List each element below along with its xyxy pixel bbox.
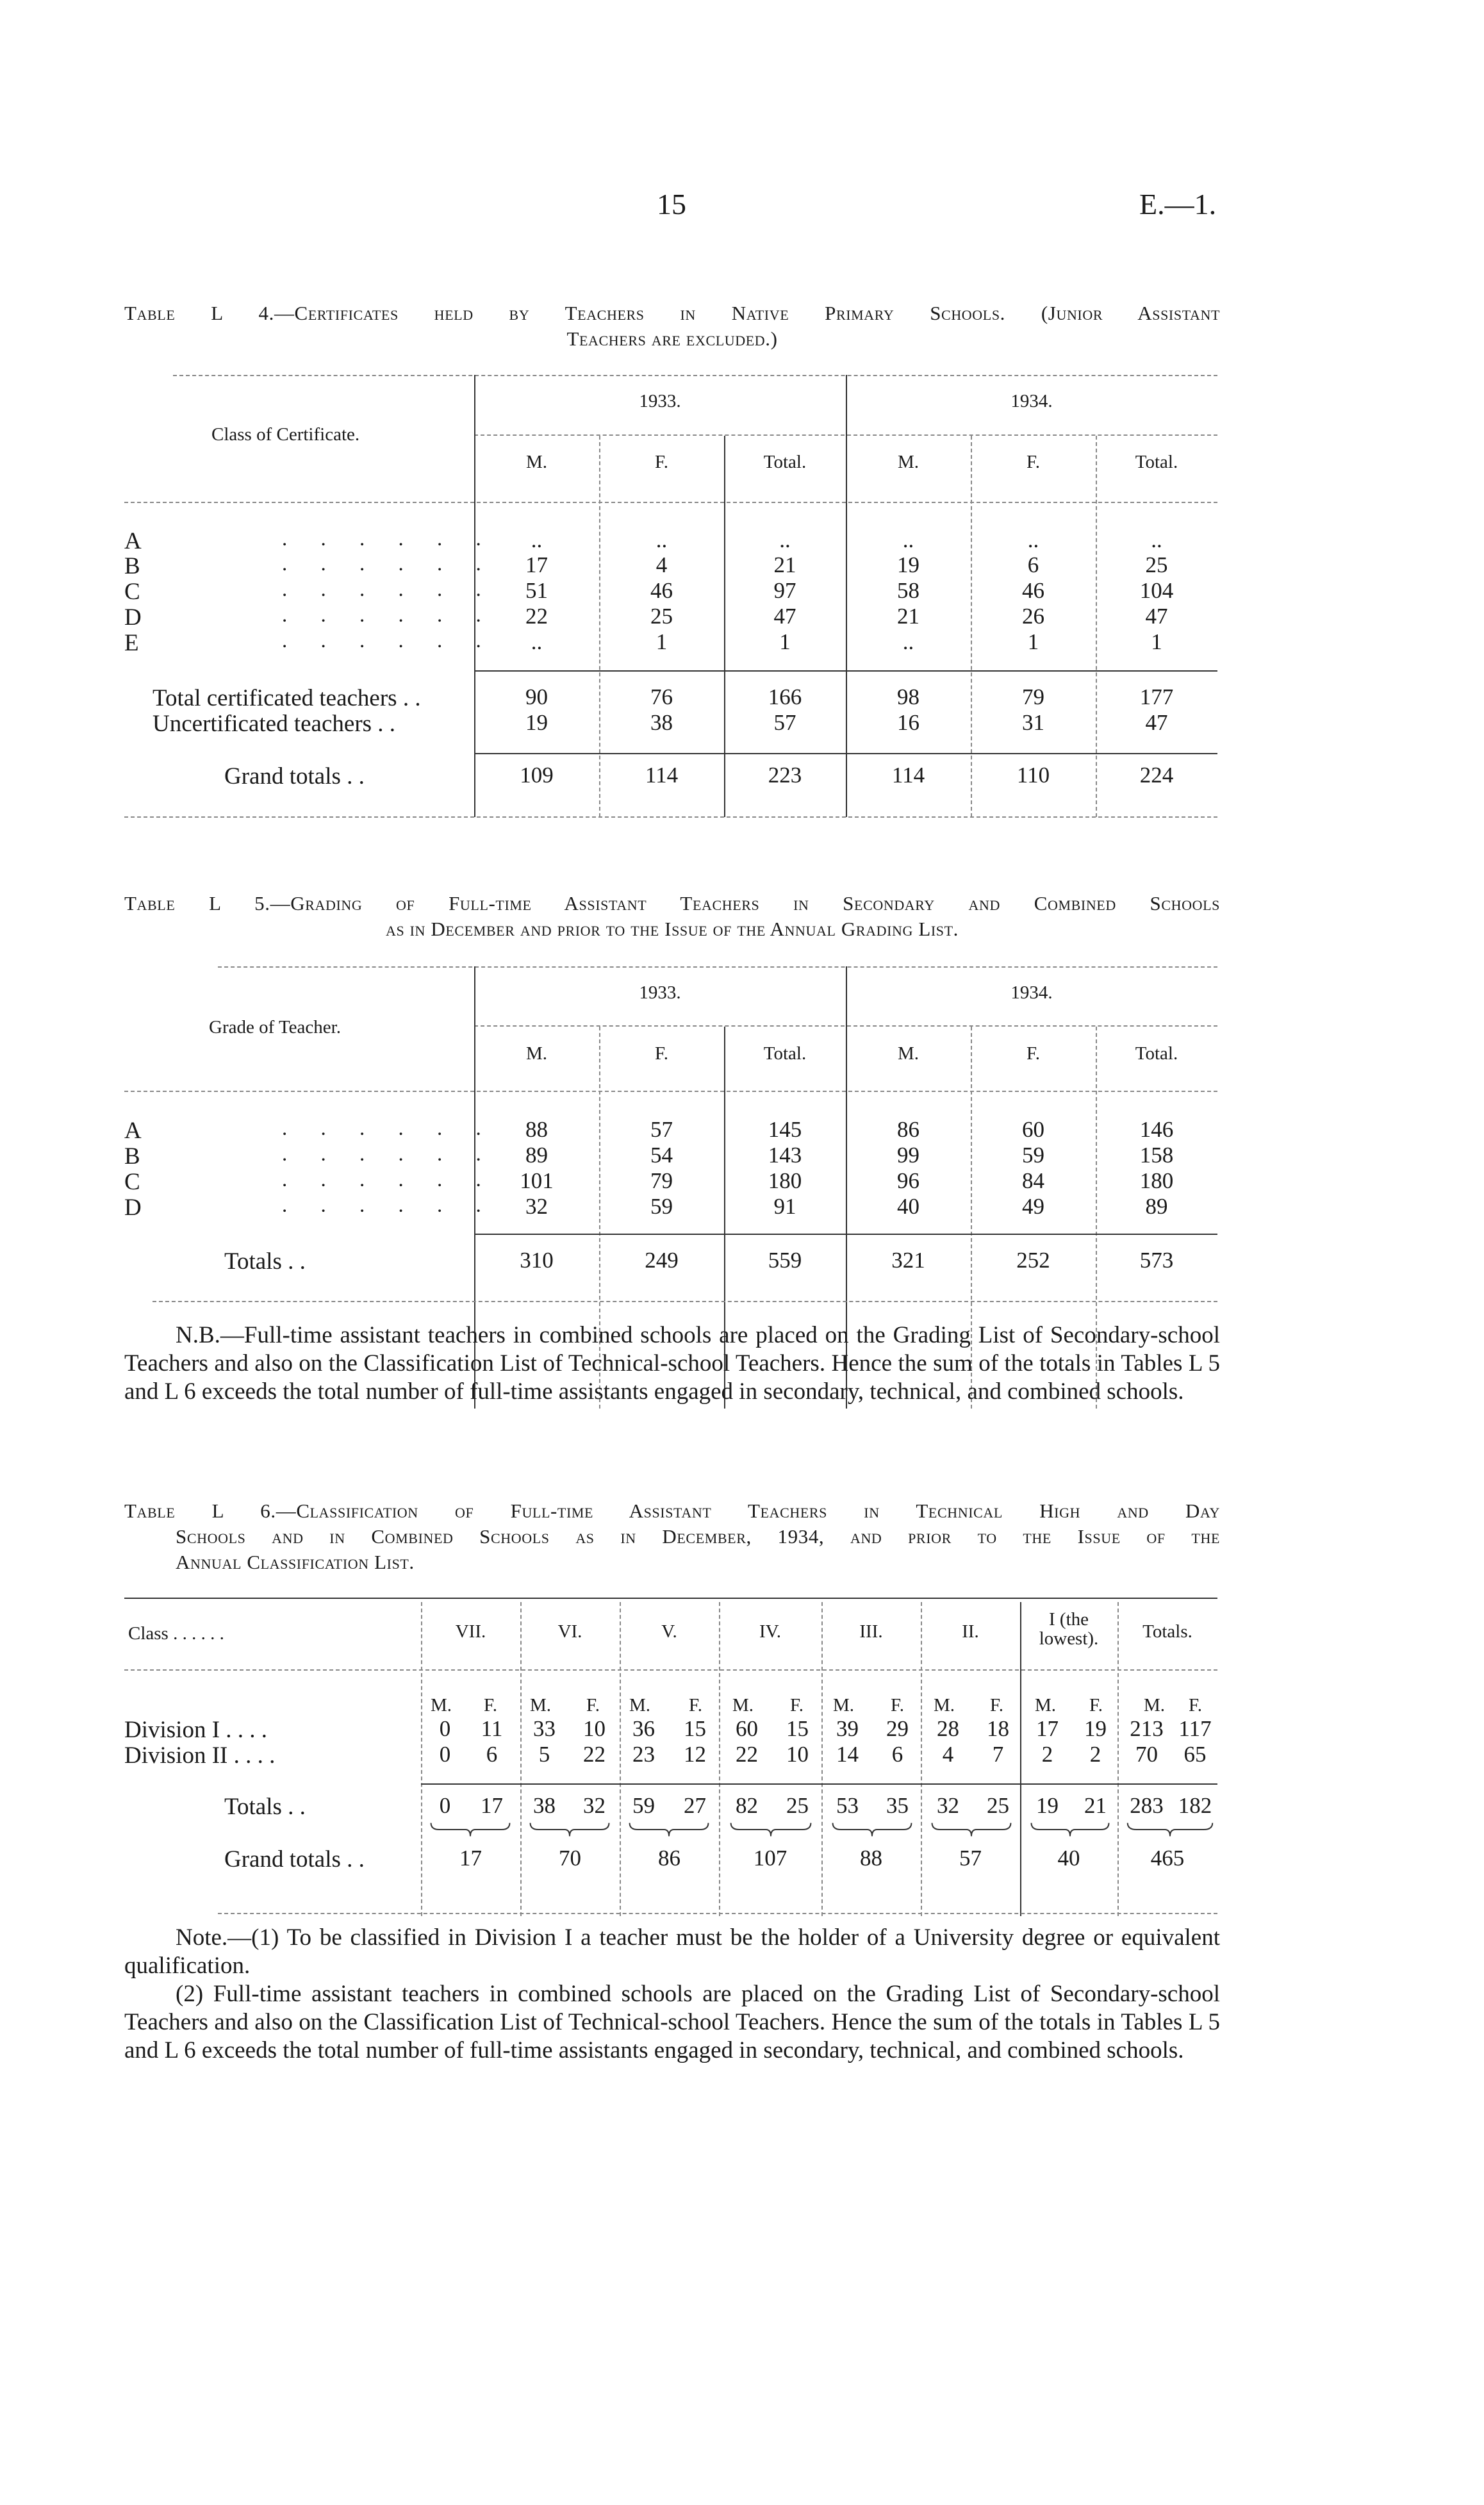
cell: 17 — [481, 1793, 503, 1818]
cell: 19 — [1036, 1793, 1059, 1818]
col-m: M. — [732, 1695, 754, 1715]
cell: 46 — [1022, 578, 1044, 603]
cell: 6 — [891, 1742, 903, 1767]
cell: 19 — [1084, 1716, 1107, 1741]
cell: 6 — [1027, 552, 1039, 577]
table-l6-class-vii: VII. — [455, 1621, 486, 1642]
brace-icon — [930, 1821, 1012, 1838]
cell: 224 — [1139, 763, 1174, 788]
row-label: C — [124, 1169, 140, 1195]
cell: 2 — [1089, 1742, 1101, 1767]
cell: 99 — [897, 1143, 919, 1168]
table-l5-col-f-1934: F. — [1026, 1043, 1041, 1064]
table-l6-class-totals: Totals. — [1142, 1621, 1192, 1642]
table-l6-class-vi: VI. — [557, 1621, 582, 1642]
row-label: A — [124, 528, 142, 554]
table-l5-title-line2: as in December and prior to the Issue of the Annual Grading List. — [385, 918, 959, 940]
cell: 12 — [684, 1742, 706, 1767]
cell: 5 — [538, 1742, 550, 1767]
cell: 559 — [768, 1248, 802, 1273]
row-label: Division II . . . . — [124, 1742, 276, 1769]
cell: 40 — [897, 1194, 919, 1219]
cell: 57 — [650, 1117, 673, 1142]
brace-icon — [628, 1821, 710, 1838]
cell: 146 — [1139, 1117, 1174, 1142]
cell: 14 — [836, 1742, 859, 1767]
table-l6-note-1: Note.—(1) To be classified in Division I a teacher must be the holder of a University degree or equivalent qualification. — [124, 1924, 1220, 1979]
cell: 17 — [1036, 1716, 1059, 1741]
cell: 29 — [886, 1716, 909, 1741]
cell: 0 — [439, 1742, 451, 1767]
cell: 89 — [525, 1143, 548, 1168]
brace-icon — [831, 1821, 913, 1838]
cell: 23 — [632, 1742, 655, 1767]
table-l4-col-m-1933: M. — [525, 452, 548, 472]
cell: 310 — [520, 1248, 554, 1273]
cell: 114 — [891, 763, 925, 788]
cell: 86 — [897, 1117, 919, 1142]
cell: 252 — [1016, 1248, 1050, 1273]
cell: 57 — [773, 710, 796, 735]
row-label: Totals . . — [224, 1794, 306, 1820]
table-l5-header-rule — [124, 1091, 1217, 1092]
table-l4-title-line2: Teachers are excluded.) — [566, 327, 778, 350]
cell: 1 — [779, 629, 791, 654]
cell: 4 — [942, 1742, 954, 1767]
leader-dots: . . . . . . — [282, 1143, 495, 1166]
row-label: B — [124, 553, 140, 579]
cell: 47 — [773, 604, 796, 629]
table-l5-col-m-1933: M. — [525, 1043, 548, 1064]
cell: 88 — [525, 1117, 548, 1142]
cell: 59 — [632, 1793, 655, 1818]
cell: .. — [902, 527, 914, 552]
table-l5-col-f-1933: F. — [654, 1043, 669, 1064]
cell: 76 — [650, 684, 673, 709]
cell: 11 — [481, 1716, 503, 1741]
row-label: Total certificated teachers . . — [153, 685, 421, 711]
cell: 59 — [1022, 1143, 1044, 1168]
leader-dots: . . . . . . — [282, 552, 495, 575]
table-l6-total-rule — [421, 1783, 1217, 1785]
table-l4-header-rule — [124, 502, 1217, 503]
cell: 180 — [768, 1168, 802, 1193]
cell: 58 — [897, 578, 919, 603]
col-f: F. — [891, 1695, 905, 1715]
cell: .. — [1027, 527, 1039, 552]
table-l6-title-line2: Schools and in Combined Schools as in December, 1934, and prior to the Issue of the — [176, 1525, 1220, 1548]
row-label: Division I . . . . — [124, 1717, 268, 1743]
cell: 6 — [486, 1742, 498, 1767]
document-code: E.—1. — [1139, 188, 1217, 220]
table-l5-year-1934: 1934. — [1010, 982, 1053, 1003]
table-l6-top-rule — [124, 1598, 1217, 1599]
table-l4-col-f-1934: F. — [1026, 452, 1041, 472]
row-label: D — [124, 1195, 142, 1221]
cell: 46 — [650, 578, 673, 603]
table-l4-title-line1: Table L 4.—Certificates held by Teachers in Native Primary Schools. (Junior Assistant — [124, 302, 1220, 324]
cell: 1 — [1151, 629, 1162, 654]
cell: 79 — [1022, 684, 1044, 709]
cell: 283 — [1130, 1793, 1164, 1818]
cell: 35 — [886, 1793, 909, 1818]
cell: .. — [1151, 527, 1162, 552]
cell: 17 — [525, 552, 548, 577]
col-m: M. — [1035, 1695, 1057, 1715]
row-label: A — [124, 1118, 142, 1144]
cell: 22 — [525, 604, 548, 629]
cell: 32 — [937, 1793, 959, 1818]
cell: 107 — [753, 1846, 787, 1871]
col-m: M. — [629, 1695, 651, 1715]
cell: 91 — [773, 1194, 796, 1219]
cell: 28 — [937, 1716, 959, 1741]
cell: 21 — [773, 552, 796, 577]
cell: 84 — [1022, 1168, 1044, 1193]
cell: .. — [531, 527, 543, 552]
col-m: M. — [934, 1695, 955, 1715]
row-label: B — [124, 1143, 140, 1170]
leader-dots: . . . . . . — [282, 578, 495, 601]
cell: 321 — [891, 1248, 925, 1273]
col-f: F. — [1189, 1695, 1203, 1715]
cell: 15 — [684, 1716, 706, 1741]
table-l6-title — [124, 1498, 1220, 1575]
cell: 223 — [768, 763, 802, 788]
row-label: Uncertificated teachers . . — [153, 711, 396, 737]
brace-icon — [1126, 1821, 1214, 1838]
cell: 18 — [987, 1716, 1009, 1741]
leader-dots: . . . . . . — [282, 527, 495, 550]
col-f: F. — [689, 1695, 703, 1715]
cell: 10 — [583, 1716, 606, 1741]
leader-dots: . . . . . . — [282, 604, 495, 627]
cell: 47 — [1145, 710, 1168, 735]
table-l5-year-1933: 1933. — [639, 982, 681, 1003]
row-label: Totals . . — [224, 1248, 306, 1275]
table-l6-class-iv: IV. — [759, 1621, 782, 1642]
cell: .. — [902, 629, 914, 654]
cell: 21 — [897, 604, 919, 629]
col-f: F. — [586, 1695, 600, 1715]
cell: 86 — [658, 1846, 680, 1871]
cell: .. — [655, 527, 668, 552]
cell: 96 — [897, 1168, 919, 1193]
table-l5-title-line1: Table L 5.—Grading of Full-time Assistant Teachers in Secondary and Combined Schools — [124, 892, 1220, 914]
cell: 180 — [1139, 1168, 1174, 1193]
cell: 90 — [525, 684, 548, 709]
cell: 79 — [650, 1168, 673, 1193]
cell: 177 — [1139, 684, 1174, 709]
row-label: Grand totals . . — [224, 763, 365, 790]
row-label: Grand totals . . — [224, 1846, 365, 1873]
table-l5-col-total-1933: Total. — [763, 1043, 807, 1064]
cell: 39 — [836, 1716, 859, 1741]
cell: 465 — [1150, 1846, 1185, 1871]
page-number: 15 — [657, 188, 686, 220]
cell: 249 — [645, 1248, 679, 1273]
cell: .. — [779, 527, 791, 552]
cell: 110 — [1016, 763, 1050, 788]
cell: 4 — [655, 552, 668, 577]
table-l6-class-ii: II. — [962, 1621, 979, 1642]
cell: 53 — [836, 1793, 859, 1818]
cell: 0 — [439, 1793, 451, 1818]
cell: 213 — [1130, 1716, 1164, 1741]
col-m: M. — [1144, 1695, 1166, 1715]
cell: 117 — [1178, 1716, 1212, 1741]
cell: 59 — [650, 1194, 673, 1219]
leader-dots: . . . . . . — [282, 1117, 495, 1140]
cell: 25 — [650, 604, 673, 629]
table-l4-year-1934: 1934. — [1010, 391, 1053, 411]
cell: 101 — [520, 1168, 554, 1193]
table-l6-title-line3: Annual Classification List. — [176, 1551, 415, 1573]
cell: 1 — [655, 629, 668, 654]
cell: 19 — [525, 710, 548, 735]
leader-dots: . . . . . . — [282, 1168, 495, 1191]
table-l6-class-i: I (the lowest). — [1039, 1609, 1099, 1649]
cell: 0 — [439, 1716, 451, 1741]
cell: 1 — [1027, 629, 1039, 654]
table-l5-col-m-1934: M. — [897, 1043, 919, 1064]
cell: 70 — [559, 1846, 581, 1871]
cell: 33 — [533, 1716, 556, 1741]
cell: 51 — [525, 578, 548, 603]
cell: 158 — [1139, 1143, 1174, 1168]
col-m: M. — [833, 1695, 855, 1715]
col-f: F. — [790, 1695, 804, 1715]
leader-dots: . . . . . . — [282, 1194, 495, 1217]
col-m: M. — [530, 1695, 552, 1715]
cell: 47 — [1145, 604, 1168, 629]
table-l5-title — [124, 891, 1220, 942]
cell: 60 — [736, 1716, 758, 1741]
table-l5-stub-header: Grade of Teacher. — [209, 1017, 341, 1038]
cell: 143 — [768, 1143, 802, 1168]
cell: 573 — [1139, 1248, 1174, 1273]
cell: 82 — [736, 1793, 758, 1818]
row-label: C — [124, 579, 140, 605]
table-l6-class-iii: III. — [859, 1621, 883, 1642]
cell: 32 — [525, 1194, 548, 1219]
cell: 27 — [684, 1793, 706, 1818]
cell: 166 — [768, 684, 802, 709]
table-l4-col-m-1934: M. — [897, 452, 919, 472]
cell: 25 — [1145, 552, 1168, 577]
table-l6-stub-header: Class . . . . . . — [128, 1623, 224, 1644]
cell: 70 — [1135, 1742, 1158, 1767]
cell: 104 — [1139, 578, 1174, 603]
table-l6-header-rule — [124, 1669, 1217, 1671]
table-l4-col-total-1934: Total. — [1135, 452, 1178, 472]
brace-icon — [429, 1821, 511, 1838]
cell: 145 — [768, 1117, 802, 1142]
cell: 38 — [533, 1793, 556, 1818]
col-m: M. — [431, 1695, 452, 1715]
table-l4-bottom-rule — [124, 816, 1217, 818]
table-l5-bottom-rule — [153, 1301, 1217, 1302]
cell: 22 — [583, 1742, 606, 1767]
cell: 15 — [786, 1716, 809, 1741]
table-l6-bottom-rule — [218, 1913, 1217, 1914]
cell: 49 — [1022, 1194, 1044, 1219]
cell: 32 — [583, 1793, 606, 1818]
cell: 22 — [736, 1742, 758, 1767]
cell: 16 — [897, 710, 919, 735]
cell: 19 — [897, 552, 919, 577]
cell: 38 — [650, 710, 673, 735]
table-l5-col-total-1934: Total. — [1135, 1043, 1178, 1064]
table-l4-stub-header: Class of Certificate. — [211, 424, 360, 445]
cell: 25 — [987, 1793, 1009, 1818]
col-f: F. — [990, 1695, 1004, 1715]
cell: 10 — [786, 1742, 809, 1767]
cell: 109 — [520, 763, 554, 788]
cell: 57 — [959, 1846, 982, 1871]
table-l6-title-line1: Table L 6.—Classification of Full-time Assistant Teachers in Technical High and Day — [124, 1500, 1220, 1522]
table-l4-title — [124, 301, 1220, 352]
cell: 60 — [1022, 1117, 1044, 1142]
row-label: D — [124, 604, 142, 631]
table-l6-note-2: (2) Full-time assistant teachers in combined schools are placed on the Grading List of Secondary-school Teachers and also on the Classification List of Technical-school Teachers. Hence the sum of the totals in Tables L 5 and L 6 exceeds the total number of full-time assistants engaged in secondary, technical, and combined schools. — [124, 1981, 1220, 2063]
cell: 182 — [1178, 1793, 1212, 1818]
cell: 7 — [992, 1742, 1004, 1767]
table-l5-top-rule — [218, 966, 1217, 968]
cell: 98 — [897, 684, 919, 709]
brace-icon — [729, 1821, 812, 1838]
cell: 26 — [1022, 604, 1044, 629]
table-l6-class-v: V. — [661, 1621, 677, 1642]
cell: 114 — [645, 763, 679, 788]
cell: 40 — [1057, 1846, 1080, 1871]
cell: 54 — [650, 1143, 673, 1168]
col-f: F. — [484, 1695, 498, 1715]
cell: 31 — [1022, 710, 1044, 735]
cell: 97 — [773, 578, 796, 603]
table-l4-subtotal-rule — [474, 670, 1217, 672]
table-l4-col-total-1933: Total. — [763, 452, 807, 472]
leader-dots: . . . . . . — [282, 629, 495, 652]
table-l4-col-f-1933: F. — [654, 452, 669, 472]
brace-icon — [529, 1821, 611, 1838]
cell: 65 — [1183, 1742, 1207, 1767]
brace-icon — [1030, 1821, 1110, 1838]
table-l5-note: N.B.—Full-time assistant teachers in combined schools are placed on the Grading List of Secondary-school Teachers and also on the Classification List of Technical-school Teachers. Hence the sum of the totals in Tables L 5 and L 6 exceeds the total number of full-time assistants engaged in secondary, technical, and combined schools. — [124, 1322, 1220, 1405]
table-l4-grand-rule — [474, 753, 1217, 754]
cell: .. — [531, 629, 543, 654]
col-f: F. — [1089, 1695, 1103, 1715]
cell: 17 — [459, 1846, 482, 1871]
cell: 25 — [786, 1793, 809, 1818]
cell: 21 — [1084, 1793, 1107, 1818]
cell: 36 — [632, 1716, 655, 1741]
cell: 89 — [1145, 1194, 1168, 1219]
table-l4-year-1933: 1933. — [639, 391, 681, 411]
row-label: E — [124, 630, 139, 656]
table-l5-total-rule — [474, 1234, 1217, 1235]
cell: 88 — [860, 1846, 882, 1871]
cell: 2 — [1041, 1742, 1053, 1767]
table-l4-top-rule — [173, 375, 1217, 376]
